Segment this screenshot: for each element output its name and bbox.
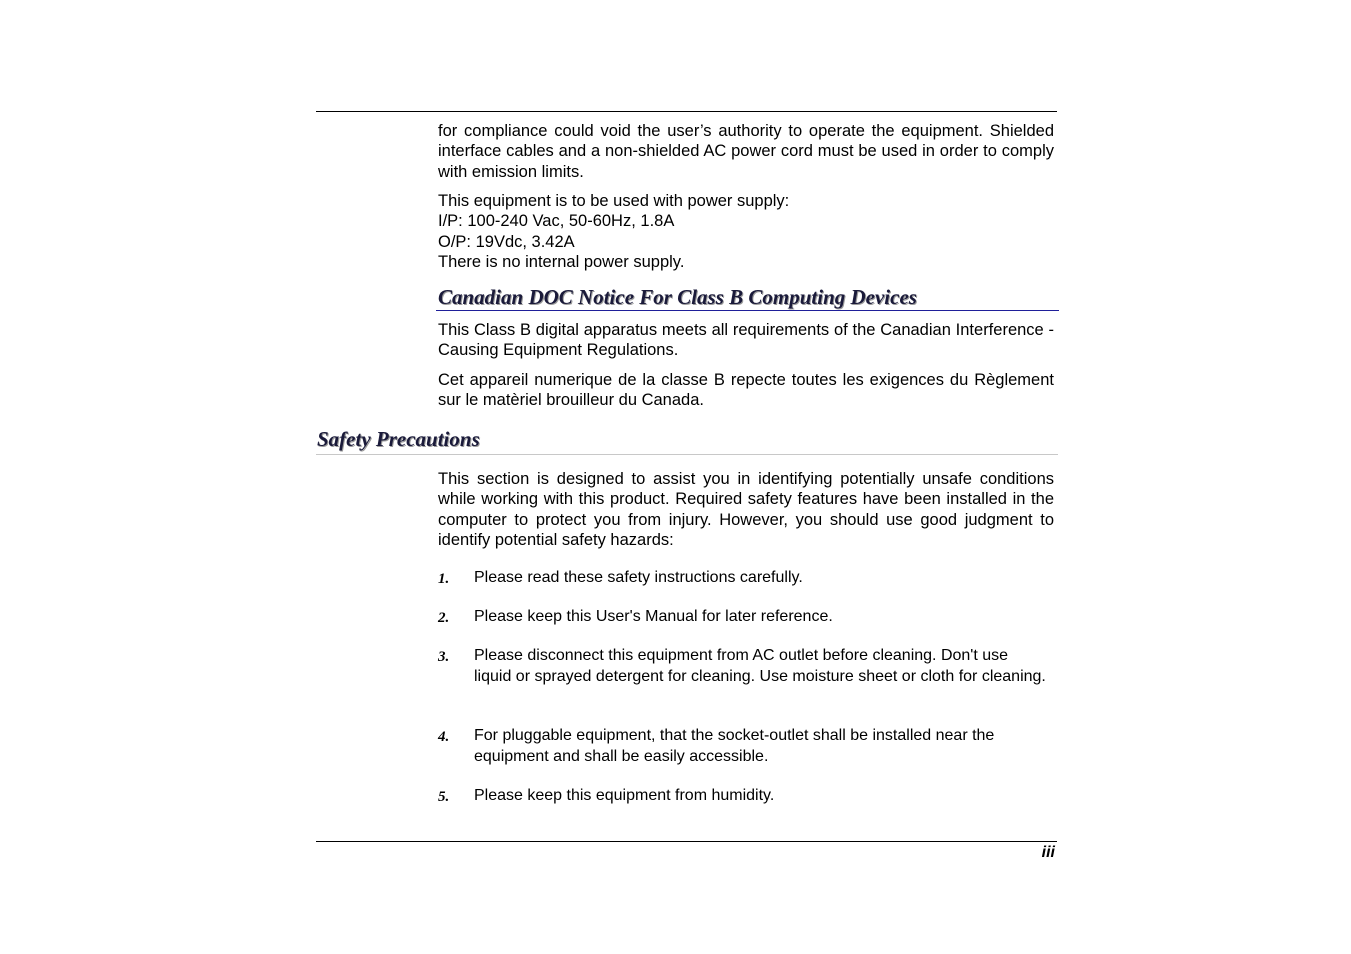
canadian-french-paragraph: [438, 370, 1054, 411]
canadian-english-text: This Class B digital apparatus meets all requirements of the Canadian Interference - Causing Equipment Regulations.: [438, 321, 1054, 360]
canadian-french-text: Cet appareil numerique de la classe B repecte toutes les exigences du Règlement sur le matèriel brouilleur du Canada.: [438, 371, 1054, 410]
list-item-number: 1.: [438, 571, 450, 587]
safety-intro-paragraph: [438, 469, 1054, 550]
safety-precautions-heading: Safety Precautions: [316, 425, 1058, 455]
list-item: [438, 607, 1054, 628]
canadian-doc-heading: Canadian DOC Notice For Class B Computing Devices: [436, 284, 1059, 311]
power-line-2: I/P: 100-240 Vac, 50-60Hz, 1.8A: [438, 212, 675, 231]
list-item-text: Please keep this equipment from humidity.: [474, 787, 775, 804]
page-number: iii: [1041, 844, 1055, 861]
list-item-text: For pluggable equipment, that the socket-outlet shall be installed near the equipment and shall be easily accessible.: [474, 727, 995, 765]
power-line-1: This equipment is to be used with power supply:: [438, 192, 790, 210]
footer-rule: [316, 841, 1057, 842]
intro-paragraph: [438, 121, 1054, 182]
list-item: [438, 726, 1054, 767]
list-item-text: Please read these safety instructions carefully.: [474, 569, 803, 586]
power-line-3: O/P: 19Vdc, 3.42A: [438, 232, 575, 251]
list-item: [438, 568, 1054, 589]
safety-intro-text: This section is designed to assist you in identifying potentially unsafe conditions while working with this product. Required safety features have been installed in the computer to protect you from injury. However, you should use good judgment to identify potential safety hazards:: [438, 470, 1054, 549]
list-item-number: 3.: [438, 649, 450, 665]
power-line-4: There is no internal power supply.: [438, 252, 685, 271]
power-supply-block: [438, 191, 1054, 272]
list-item-text: Please keep this User's Manual for later reference.: [474, 608, 833, 625]
list-item-number: 2.: [438, 610, 450, 626]
list-item-number: 4.: [438, 729, 450, 745]
canadian-english-paragraph: [438, 320, 1054, 361]
list-item-text: Please disconnect this equipment from AC outlet before cleaning. Don't use liquid or sprayed detergent for cleaning. Use moisture sheet or cloth for cleaning.: [474, 647, 1046, 685]
list-item: [438, 646, 1054, 687]
list-item-number: 5.: [438, 789, 450, 805]
list-item: [438, 786, 1054, 807]
header-rule: [316, 111, 1057, 112]
compliance-text: for compliance could void the user’s authority to operate the equipment. Shielded interface cables and a non-shielded AC power cord must be used in order to comply with emission limits.: [438, 122, 1054, 181]
